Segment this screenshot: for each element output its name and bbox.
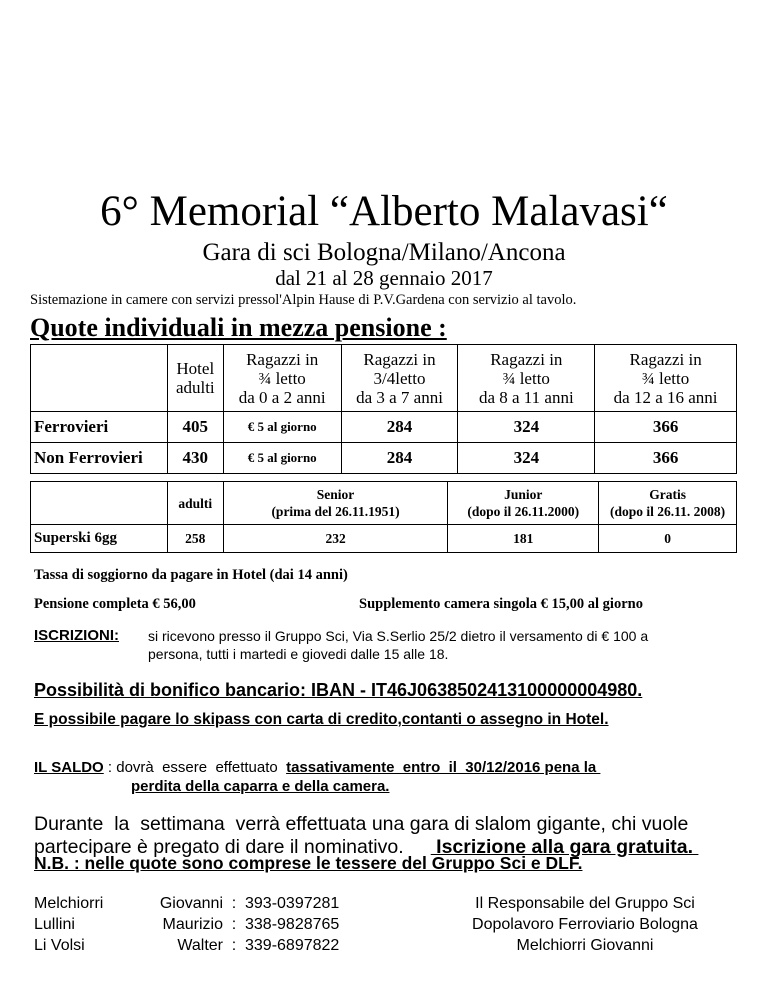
header-line: da 8 a 11 anni [478, 387, 574, 407]
contact-surname: Li Volsi [34, 937, 85, 954]
superski-header-junior [448, 482, 599, 525]
list-item [34, 893, 339, 914]
table-cell: 405 [167, 412, 223, 443]
contacts-list [34, 893, 339, 956]
quote-heading: Quote individuali in mezza pensione : [30, 313, 447, 342]
price-table-header-hotel [167, 345, 223, 412]
table-cell: 284 [341, 443, 458, 474]
skipass-payment-note: E possibile pagare lo skipass con carta di credito,contanti o assegno in Hotel. [34, 711, 609, 728]
responsible-line: Melchiorri Giovanni [516, 937, 654, 954]
table-cell: € 5 al giorno [223, 443, 341, 474]
row-label: Non Ferrovieri [31, 443, 168, 474]
price-table-header-row [31, 345, 737, 412]
balance-penalty: perdita della caparra e della camera. [131, 778, 390, 795]
slalom-line: partecipare è pregato di dare il nominativo. [34, 836, 431, 858]
iban-line: Possibilità di bonifico bancario: IBAN - IT46J0638502413100000004980. [34, 680, 643, 700]
nb-note: N.B. : nelle quote sono comprese le tessere del Gruppo Sci e DLF. [34, 853, 583, 873]
slalom-free-entry: Iscrizione alla gara gratuita. [430, 836, 699, 858]
header-line: Ragazzi in [246, 349, 319, 369]
contact-phone: 338-9828765 [245, 916, 340, 933]
header-line: da 12 a 16 anni [613, 387, 718, 407]
table-cell: € 5 al giorno [223, 412, 341, 443]
list-item [34, 914, 339, 935]
header-line: Ragazzi in [490, 349, 563, 369]
document-title: 6° Memorial “Alberto Malavasi“ [100, 188, 668, 235]
table-cell: 366 [595, 412, 737, 443]
header-line: adulti [178, 495, 213, 511]
contact-surname: Melchiorri [34, 895, 104, 912]
document-subtitle: Gara di sci Bologna/Milano/Ancona [202, 239, 566, 266]
header-line: Ragazzi in [629, 349, 702, 369]
contact-name: Maurizio [162, 916, 223, 933]
single-room-supplement: Supplemento camera singola € 15,00 al giorno [359, 596, 643, 612]
header-line: (prima del 26.11.1951) [271, 504, 400, 519]
superski-corner [31, 482, 168, 525]
header-line: ¾ letto [641, 368, 690, 388]
registrations-label: ISCRIZIONI: [34, 627, 119, 644]
superski-header-free [599, 482, 737, 525]
balance-deadline: tassativamente entro il 30/12/2016 pena la [286, 759, 601, 776]
full-board-price: Pensione completa € 56,00 [34, 596, 196, 612]
table-row [31, 412, 737, 443]
table-cell: 232 [223, 525, 448, 553]
contact-phone: 339-6897822 [245, 937, 340, 954]
row-label: Superski 6gg [31, 525, 168, 553]
header-line: Hotel [176, 359, 215, 378]
responsible-line: Il Responsabile del Gruppo Sci [475, 895, 695, 912]
header-line: (dopo il 26.11.2000) [467, 504, 580, 519]
price-table-header-kids-8-11 [458, 345, 595, 412]
header-line: adulti [175, 378, 215, 397]
superski-header-row [31, 482, 737, 525]
price-table-header-kids-12-16 [595, 345, 737, 412]
table-row [31, 525, 737, 553]
header-line: ¾ letto [258, 368, 306, 388]
contact-name: Giovanni [159, 895, 223, 912]
superski-header-adults [167, 482, 223, 525]
tourist-tax-note: Tassa di soggiorno da pagare in Hotel (dai 14 anni) [34, 567, 348, 583]
table-cell: 324 [458, 443, 595, 474]
table-cell: 284 [341, 412, 458, 443]
accommodation-note: Sistemazione in camere con servizi pressol'Alpin Hause di P.V.Gardena con servizio al tavolo. [30, 292, 577, 308]
row-label: Ferrovieri [31, 412, 168, 443]
slalom-line: Durante la settimana verrà effettuata una gara di slalom gigante, chi vuole [34, 813, 689, 835]
table-row [31, 443, 737, 474]
header-line: Ragazzi in [363, 349, 436, 369]
header-line: Gratis [649, 487, 686, 502]
table-cell: 0 [599, 525, 737, 553]
header-line: da 0 a 2 anni [238, 387, 326, 407]
contact-sep: : [231, 895, 237, 912]
price-table [30, 344, 737, 474]
header-line: ¾ letto [502, 368, 550, 388]
table-cell: 181 [448, 525, 599, 553]
price-table-header-kids-0-2 [223, 345, 341, 412]
contact-phone: 393-0397281 [245, 895, 340, 912]
registrations-line: si ricevono presso il Gruppo Sci, Via S.Serlio 25/2 dietro il versamento di € 100 a [148, 628, 649, 644]
header-line: (dopo il 26.11. 2008) [610, 504, 726, 519]
table-cell: 366 [595, 443, 737, 474]
contact-name: Walter [177, 937, 223, 954]
header-line: Junior [504, 487, 543, 502]
registrations-line: persona, tutti i martedi e giovedi dalle 15 alle 18. [148, 646, 449, 662]
header-line: da 3 a 7 anni [356, 387, 443, 407]
responsible-line: Dopolavoro Ferroviario Bologna [472, 916, 698, 933]
contact-surname: Lullini [34, 916, 75, 933]
table-cell: 258 [167, 525, 223, 553]
price-table-corner [31, 345, 168, 412]
superski-table [30, 481, 737, 553]
contact-sep: : [231, 937, 237, 954]
event-dates: dal 21 al 28 gennaio 2017 [275, 266, 493, 290]
list-item [34, 935, 339, 956]
table-cell: 324 [458, 412, 595, 443]
balance-note [34, 739, 734, 796]
table-cell: 430 [167, 443, 223, 474]
responsible-block [420, 893, 750, 956]
balance-text: : dovrà essere effettuato [103, 759, 287, 776]
header-line: 3/4letto [373, 368, 426, 388]
contact-sep: : [231, 916, 237, 933]
price-table-header-kids-3-7 [341, 345, 458, 412]
registrations-text [148, 627, 723, 663]
slalom-note [34, 790, 734, 859]
balance-label: IL SALDO [34, 759, 104, 776]
superski-header-senior [223, 482, 448, 525]
header-line: Senior [316, 487, 355, 502]
